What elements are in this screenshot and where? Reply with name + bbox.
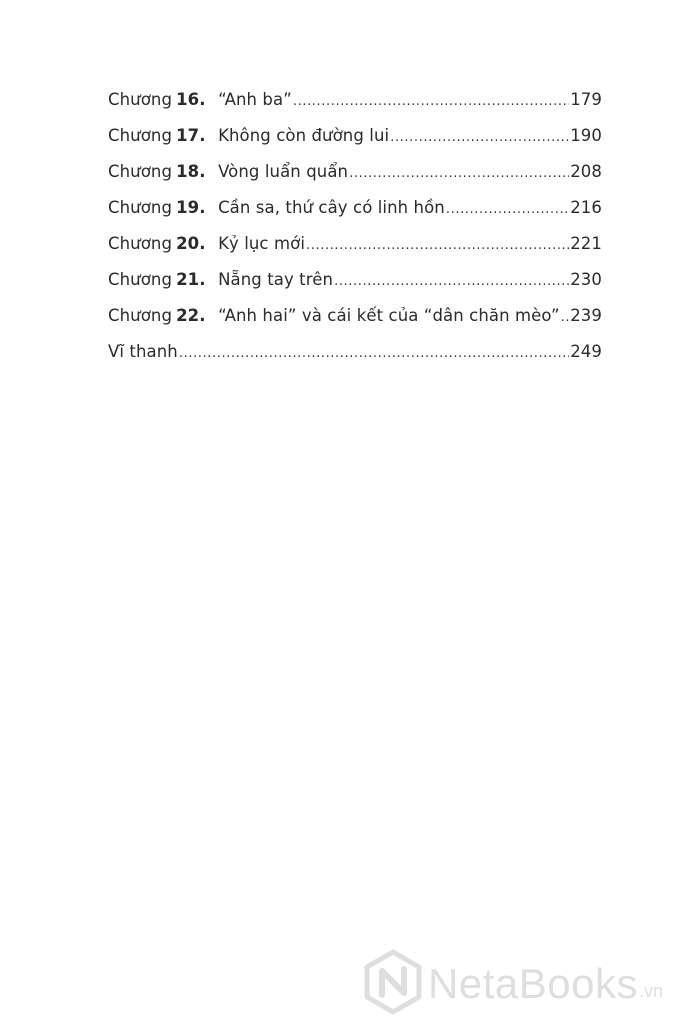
chapter-number: 19. [176,198,206,217]
chapter-number: 18. [176,162,206,181]
page-number: 216 [570,198,602,217]
chapter-title: Vòng luẩn quẩn [218,162,349,181]
table-of-contents [108,90,602,378]
toc-entry-chapter-22 [108,306,602,342]
chapter-number: 17. [176,126,206,145]
chapter-title: “Anh ba” [218,90,292,109]
dot-leader [349,166,569,181]
chapter-title: Cần sa, thứ cây có linh hồn [218,198,445,217]
dot-leader [334,274,569,289]
toc-entry-chapter-16 [108,90,602,126]
chapter-prefix: Chương [108,234,173,253]
chapter-number: 20. [176,234,206,253]
chapter-title: “Anh hai” và cái kết của “dân chăn mèo” [218,306,560,325]
toc-entry-chapter-19 [108,198,602,234]
toc-entry-chapter-20 [108,234,602,270]
page-number: 230 [570,270,602,289]
watermark-brand-text: NetaBooks [428,960,638,1007]
dot-leader [561,310,570,325]
chapter-prefix: Chương [108,306,173,325]
page-number: 249 [570,342,602,361]
chapter-number: 21. [176,270,206,289]
n-hexagon-logo-icon [362,949,424,1019]
page-number: 179 [570,90,602,109]
epilogue-title: Vĩ thanh [108,342,178,361]
chapter-prefix: Chương [108,162,173,181]
chapter-number: 16. [176,90,206,109]
dot-leader [293,94,569,109]
netabooks-watermark [362,948,682,1020]
chapter-prefix: Chương [108,270,173,289]
chapter-title: Nẵng tay trên [218,270,334,289]
page-number: 221 [570,234,602,253]
toc-entry-chapter-17 [108,126,602,162]
chapter-prefix: Chương [108,198,173,217]
page-number: 208 [570,162,602,181]
toc-entry-chapter-18 [108,162,602,198]
dot-leader [446,202,569,217]
page-number: 239 [570,306,602,325]
dot-leader [306,238,569,253]
toc-entry-epilogue [108,342,602,378]
chapter-title: Không còn đường lui [218,126,390,145]
chapter-title: Kỷ lục mới [218,234,306,253]
dot-leader [179,346,569,361]
page-number: 190 [570,126,602,145]
chapter-prefix: Chương [108,90,173,109]
chapter-prefix: Chương [108,126,173,145]
dot-leader [390,130,569,145]
chapter-number: 22. [176,306,206,325]
toc-entry-chapter-21 [108,270,602,306]
watermark-domain-suffix: .vn [638,980,663,1001]
